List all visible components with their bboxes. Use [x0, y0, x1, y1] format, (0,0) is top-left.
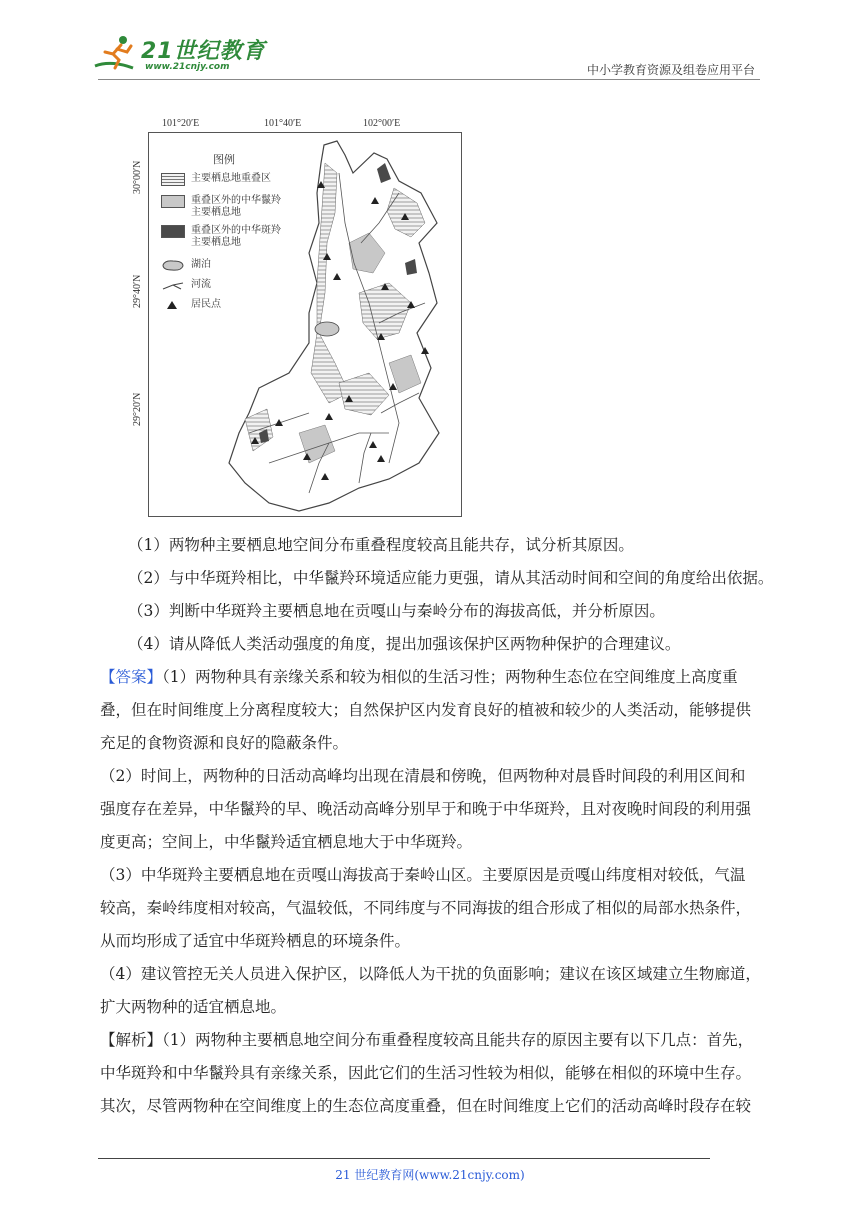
footer-link[interactable]: 21 世纪教育网(www.21cnjy.com) [335, 1168, 525, 1182]
triangle-icon [161, 299, 185, 312]
map-frame: 图例 主要栖息地重叠区 重叠区外的中华鬣羚 主要栖息地 重叠区外的中华斑羚 主要栖息地 湖泊 河流 居民点 [148, 132, 462, 517]
question-3: （3）判断中华斑羚主要栖息地在贡嘎山与秦岭分布的海拔高低，并分析原因。 [128, 602, 665, 620]
dark-gray-swatch-icon [161, 225, 185, 238]
question-4: （4）请从降低人类活动强度的角度，提出加强该保护区两物种保护的合理建议。 [128, 635, 681, 653]
coord-side-3: 29°20′N [132, 392, 143, 426]
coord-top-3: 102°00′E [363, 118, 401, 129]
answer-line-2: 叠，但在时间维度上分离程度较大；自然保护区内发育良好的植被和较少的人类活动，能够提供 [100, 701, 752, 719]
habitat-map-figure [108, 108, 468, 518]
analysis-line-2: 中华斑羚和中华鬣羚具有亲缘关系，因此它们的生活习性较为相似，能够在相似的环境中生存。 [100, 1064, 752, 1082]
lake-icon [161, 259, 185, 272]
answer-line-3: 充足的食物资源和良好的隐蔽条件。 [100, 734, 349, 752]
answer-line-7: （3）中华斑羚主要栖息地在贡嘎山海拔高于秦岭山区。主要原因是贡嘎山纬度相对较低，气温 [100, 866, 746, 884]
header-divider [98, 79, 760, 80]
coord-side-1: 30°00′N [132, 160, 143, 194]
legend-title: 图例 [213, 153, 235, 166]
analysis-line-3: 其次，尽管两物种在空间维度上的生态位高度重叠，但在时间维度上它们的活动高峰时段存在较 [100, 1097, 752, 1115]
logo-text: 21世纪教育 [141, 39, 266, 64]
light-gray-swatch-icon [161, 195, 185, 208]
answer-tag: 【答案】 [100, 668, 163, 686]
coord-top-1: 101°20′E [162, 118, 200, 129]
lake-shape [315, 322, 339, 336]
hatched-swatch-icon [161, 173, 185, 186]
page-header [0, 0, 860, 82]
platform-name: 中小学教育资源及组卷应用平台 [586, 63, 755, 77]
site-logo[interactable] [93, 32, 273, 78]
analysis-line-1: 【解析】（1）两物种主要栖息地空间分布重叠程度较高且能共存的原因主要有以下几点：首先， [100, 1031, 754, 1049]
question-2: （2）与中华斑羚相比，中华鬣羚环境适应能力更强，请从其活动时间和空间的角度给出依据。 [128, 569, 774, 587]
analysis-tag: 【解析】 [100, 1031, 163, 1049]
answer-line-10: （4）建议管控无关人员进入保护区，以降低人为干扰的负面影响；建议在该区域建立生物廊道， [100, 965, 761, 983]
river-icon [161, 279, 185, 292]
answer-line-1: 【答案】（1）两物种具有亲缘关系和较为相似的生活习性；两物种生态位在空间维度上高度重 [100, 668, 738, 686]
question-1: （1）两物种主要栖息地空间分布重叠程度较高且能共存，试分析其原因。 [128, 536, 634, 554]
reserve-map [149, 133, 461, 516]
answer-line-8: 较高，秦岭纬度相对较高，气温较低，不同纬度与不同海拔的组合形成了相似的局部水热条件， [100, 899, 752, 917]
logo-url: www.21cnjy.com [145, 62, 230, 72]
coord-side-2: 29°40′N [132, 274, 143, 308]
footer-divider [98, 1158, 710, 1159]
answer-line-6: 度更高；空间上，中华鬣羚适宜栖息地大于中华斑羚。 [100, 833, 473, 851]
answer-line-11: 扩大两物种的适宜栖息地。 [100, 998, 287, 1016]
runner-logo-icon [93, 32, 141, 76]
answer-line-5: 强度存在差异，中华鬣羚的早、晚活动高峰分别早于和晚于中华斑羚，且对夜晚时间段的利用强 [100, 800, 752, 818]
coord-top-2: 101°40′E [264, 118, 302, 129]
answer-line-4: （2）时间上，两物种的日活动高峰均出现在清晨和傍晚，但两物种对晨昏时间段的利用区间和 [100, 767, 746, 785]
answer-line-9: 从而均形成了适宜中华斑羚栖息的环境条件。 [100, 932, 411, 950]
